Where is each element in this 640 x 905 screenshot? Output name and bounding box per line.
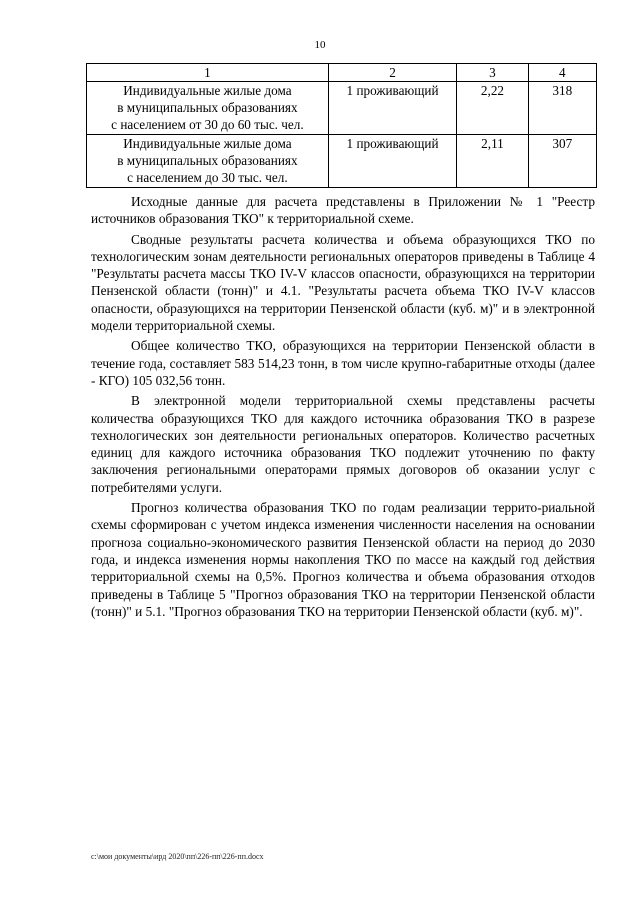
paragraph: Сводные результаты расчета количества и объема образующихся ТКО по технологическим зонам деятельности региональных операторов приведены в Таблице 4 "Результаты расчета массы ТКО IV-V классов опасности, образующихся на территории Пензенской области (тонн)" и 4.1. "Результаты расчета объема ТКО IV-V классов опасности, образующихся на территории Пензенской области (куб. м)" и в электронной модели территориальной схемы. [91, 231, 595, 334]
paragraph: В электронной модели территориальной схемы представлены расчеты количества образующихся ТКО для каждого источника образования ТКО в разрезе технологических зон деятельности региональных операторов. Количество расчетных единиц для каждого источника образования ТКО подлежит уточнению по факту заключения региональными операторами прямых договоров об оказании услуг с потребителями услуги. [91, 393, 595, 495]
column-header: 2 [328, 64, 456, 82]
footer-file-path: c:\мои документы\ирд 2020\пп\226-пп\226-пп.docx [91, 852, 264, 861]
page-number: 10 [314, 39, 326, 51]
table-header-row [87, 64, 597, 82]
table-row [87, 135, 597, 188]
paragraph: Прогноз количества образования ТКО по годам реализации террито-риальной схемы сформирован с учетом индекса изменения численности населения на основании прогноза социально-экономического развития Пензенской области на период до 2030 года, и индекса изменения нормы накопления ТКО по массе на каждый год действия территориальной схемы на 0,5%. Прогноз количества и объема образования отходов приведены в Таблице 5 "Прогноз образования ТКО на территории Пензенской области (тонн)" и 5.1. "Прогноз образования ТКО на территории Пензенской области (куб. м)". [91, 500, 595, 619]
table-cell-unit: 1 проживающий [328, 135, 456, 188]
norms-table [86, 63, 597, 188]
table-cell-norm-m3: 307 [528, 135, 596, 188]
column-header: 4 [528, 64, 596, 82]
table-cell-category: Индивидуальные жилые дома в муниципальных образованиях с населением от 30 до 60 тыс. чел. [87, 82, 329, 135]
column-header: 1 [87, 64, 329, 82]
paragraph: Исходные данные для расчета представлены в Приложении № 1 "Реестр источников образования ТКО" к территориальной схеме. [91, 194, 595, 227]
paragraph: Общее количество ТКО, образующихся на территории Пензенской области в течение года, составляет 583 514,23 тонн, в том числе крупно-габаритные отходы (далее - КГО) 105 032,56 тонн. [91, 338, 595, 388]
table-cell-norm-tonnes: 2,11 [457, 135, 528, 188]
table-cell-norm-tonnes: 2,22 [457, 82, 528, 135]
table-row [87, 82, 597, 135]
table-cell-category: Индивидуальные жилые дома в муниципальных образованиях с населением до 30 тыс. чел. [87, 135, 329, 188]
table-cell-unit: 1 проживающий [328, 82, 456, 135]
table-cell-norm-m3: 318 [528, 82, 596, 135]
body-text [91, 193, 595, 623]
column-header: 3 [457, 64, 528, 82]
